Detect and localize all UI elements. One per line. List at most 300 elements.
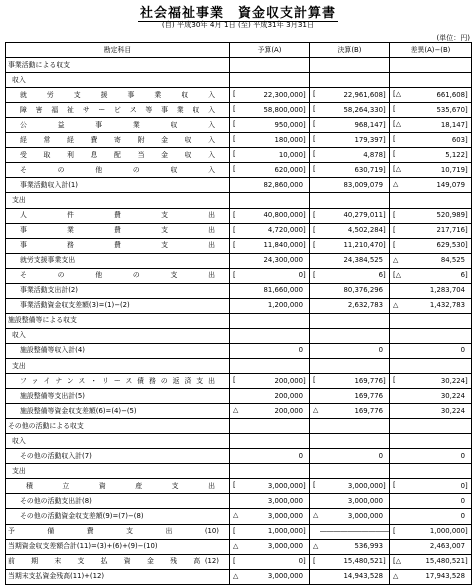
value-prefix: [ — [233, 376, 236, 385]
value-prefix: [ — [313, 105, 316, 114]
table-row — [6, 223, 472, 238]
table-row — [6, 73, 472, 88]
value: 520,989 — [436, 211, 465, 220]
row-diff — [390, 118, 472, 133]
row-subject: 障害福祉サービス等事業収入 — [6, 103, 230, 118]
value: 15,480,521 — [425, 557, 465, 566]
row-actual — [310, 73, 390, 88]
row-diff — [390, 539, 472, 554]
row-actual — [310, 253, 390, 268]
value: 169,776 — [354, 391, 383, 400]
row-diff — [390, 343, 472, 358]
row-actual — [310, 298, 390, 313]
value: 3,000,000 — [347, 481, 383, 490]
value-prefix: △ — [393, 255, 399, 264]
row-subject: 予 備 費 支 出 (10) — [6, 524, 230, 539]
row-subject: 当期末支払資金残高(11)+(12) — [6, 569, 230, 584]
row-budget — [230, 223, 310, 238]
value-suffix: ] — [465, 135, 468, 144]
value: 83,009,079 — [343, 180, 383, 189]
value: 200,000 — [274, 391, 303, 400]
table-row — [6, 148, 472, 163]
row-subject: 事業活動収入計(1) — [6, 178, 230, 193]
row-subject: 公 益 事 業 収 入 — [6, 118, 230, 133]
value: 4,878 — [363, 150, 383, 159]
value-suffix: ] — [303, 376, 306, 385]
header-budget: 予算(A) — [230, 43, 310, 58]
table-row — [6, 163, 472, 178]
row-subject: 支出 — [6, 358, 230, 373]
value-prefix: [ — [393, 210, 396, 219]
row-actual — [310, 313, 390, 328]
value: 0 — [460, 481, 465, 490]
row-budget — [230, 434, 310, 449]
value-prefix: [ — [313, 120, 316, 129]
value-prefix: [ — [393, 481, 396, 490]
row-budget — [230, 253, 310, 268]
row-subject: その他の活動による収支 — [6, 419, 230, 434]
row-actual — [310, 103, 390, 118]
value-suffix: ] — [383, 557, 386, 566]
row-diff — [390, 58, 472, 73]
value: 0 — [298, 557, 303, 566]
row-subject: その他の活動収入計(7) — [6, 449, 230, 464]
value: 11,840,000 — [263, 241, 303, 250]
row-actual — [310, 238, 390, 253]
table-row — [6, 103, 472, 118]
row-diff — [390, 163, 472, 178]
row-budget — [230, 178, 310, 193]
value-prefix: △ — [233, 571, 239, 580]
value: 968,147 — [354, 120, 383, 129]
row-budget — [230, 58, 310, 73]
value-suffix: ] — [465, 241, 468, 250]
value-suffix: ] — [303, 90, 306, 99]
row-budget — [230, 133, 310, 148]
row-subject: 当期資金収支差額合計(11)=(3)+(6)+(9)−(10) — [6, 539, 230, 554]
row-budget — [230, 268, 310, 283]
value: 180,000 — [274, 135, 303, 144]
row-actual — [310, 434, 390, 449]
value-prefix: [△ — [393, 90, 401, 99]
row-diff — [390, 103, 472, 118]
table-row — [6, 449, 472, 464]
row-actual — [310, 223, 390, 238]
table-row — [6, 509, 472, 524]
value: 6 — [378, 271, 383, 280]
value: 40,279,011 — [343, 211, 383, 220]
value-prefix: [ — [393, 376, 396, 385]
value: 11,210,470 — [343, 241, 383, 250]
value-prefix: [ — [233, 240, 236, 249]
value-suffix: ] — [383, 120, 386, 129]
row-actual — [310, 193, 390, 208]
value-prefix: △ — [393, 180, 399, 189]
value: 10,719 — [440, 165, 465, 174]
row-diff — [390, 509, 472, 524]
value-suffix: ] — [303, 226, 306, 235]
value: 535,670 — [436, 105, 465, 114]
table-row — [6, 283, 472, 298]
value-suffix: ] — [303, 241, 306, 250]
row-subject: 積 立 資 産 支 出 — [6, 479, 230, 494]
row-subject: 施設整備等資金収支差額(6)=(4)−(5) — [6, 404, 230, 419]
value: 0 — [298, 271, 303, 280]
row-actual — [310, 358, 390, 373]
table-row — [6, 539, 472, 554]
value: 5,122 — [445, 150, 465, 159]
table-row — [6, 404, 472, 419]
value-prefix: △ — [313, 511, 319, 520]
value: 179,397 — [354, 135, 383, 144]
value-suffix: ] — [303, 271, 306, 280]
value-prefix: [ — [313, 90, 316, 99]
value-prefix: [ — [313, 240, 316, 249]
row-diff — [390, 419, 472, 434]
row-actual — [310, 283, 390, 298]
value: 3,000,000 — [267, 572, 303, 581]
row-actual — [310, 208, 390, 223]
row-budget — [230, 163, 310, 178]
header-actual: 決算(B) — [310, 43, 390, 58]
row-budget — [230, 509, 310, 524]
value: 3,000,000 — [267, 511, 303, 520]
value: 84,525 — [440, 256, 465, 265]
value: 200,000 — [274, 376, 303, 385]
row-subject: その他の活動支出計(8) — [6, 494, 230, 509]
row-diff — [390, 178, 472, 193]
value: 3,000,000 — [347, 496, 383, 505]
row-actual — [310, 343, 390, 358]
row-subject: 人 件 費 支 出 — [6, 208, 230, 223]
value: 169,776 — [354, 406, 383, 415]
value-prefix: △ — [233, 511, 239, 520]
value-suffix: ] — [465, 211, 468, 220]
row-budget — [230, 494, 310, 509]
value-suffix: ] — [303, 105, 306, 114]
row-budget — [230, 539, 310, 554]
unit-label: (単位：円) — [436, 34, 470, 42]
row-actual — [310, 374, 390, 389]
value: 2,632,783 — [347, 301, 383, 310]
value: 10,000 — [278, 150, 303, 159]
table-row — [6, 208, 472, 223]
row-actual — [310, 524, 390, 539]
row-subject: 経常経費寄附金収入 — [6, 133, 230, 148]
row-actual — [310, 494, 390, 509]
value-prefix: [ — [313, 270, 316, 279]
value-prefix: [ — [233, 120, 236, 129]
value-prefix: △ — [313, 406, 319, 415]
row-diff — [390, 268, 472, 283]
row-diff — [390, 253, 472, 268]
row-actual — [310, 58, 390, 73]
row-budget — [230, 419, 310, 434]
row-subject: 収入 — [6, 328, 230, 343]
value: 217,716 — [436, 226, 465, 235]
report-period: (自) 平成30年 4月 1日 (至) 平成31年 3月31日 — [161, 20, 315, 29]
value: 4,720,000 — [267, 226, 303, 235]
value-suffix: ] — [383, 211, 386, 220]
table-row — [6, 524, 472, 539]
row-subject: 事 業 費 支 出 — [6, 223, 230, 238]
row-budget — [230, 103, 310, 118]
row-diff — [390, 524, 472, 539]
row-subject: 施設整備等支出計(5) — [6, 389, 230, 404]
table-row — [6, 328, 472, 343]
row-diff — [390, 569, 472, 584]
row-subject: 収入 — [6, 434, 230, 449]
value-prefix: [ — [233, 270, 236, 279]
row-diff — [390, 464, 472, 479]
row-actual — [310, 419, 390, 434]
value: 1,000,000 — [267, 527, 303, 536]
table-row — [6, 58, 472, 73]
value-prefix: [ — [233, 105, 236, 114]
value-suffix: ] — [383, 135, 386, 144]
row-budget — [230, 343, 310, 358]
row-budget — [230, 193, 310, 208]
table-row — [6, 479, 472, 494]
row-subject: 前 期 末 支 払 資 金 残 高(12) — [6, 554, 230, 569]
value-prefix: [ — [393, 225, 396, 234]
value-prefix: △ — [393, 571, 399, 580]
value: 620,000 — [274, 165, 303, 174]
row-subject: そ の 他 の 支 出 — [6, 268, 230, 283]
row-subject: 収入 — [6, 73, 230, 88]
value: 1,000,000 — [429, 527, 465, 536]
value: 30,224 — [440, 376, 465, 385]
value-prefix: [ — [313, 135, 316, 144]
row-subject: 就 労 支 援 事 業 収 入 — [6, 88, 230, 103]
value-suffix: ] — [465, 376, 468, 385]
value: 30,224 — [440, 406, 465, 415]
row-subject: 就労支援事業支出 — [6, 253, 230, 268]
value: 1,283,704 — [429, 286, 465, 295]
row-actual — [310, 178, 390, 193]
row-actual — [310, 449, 390, 464]
row-subject: 施設整備等による収支 — [6, 313, 230, 328]
value-prefix: △ — [313, 541, 319, 550]
row-budget — [230, 449, 310, 464]
row-budget — [230, 328, 310, 343]
table-row — [6, 419, 472, 434]
value: 3,000,000 — [267, 542, 303, 551]
row-budget — [230, 358, 310, 373]
value-suffix: ] — [303, 165, 306, 174]
row-subject: 事業活動支出計(2) — [6, 283, 230, 298]
value-suffix: ] — [465, 557, 468, 566]
row-budget — [230, 88, 310, 103]
value: 149,079 — [436, 180, 465, 189]
row-diff — [390, 358, 472, 373]
table-row — [6, 389, 472, 404]
row-diff — [390, 374, 472, 389]
value: 15,480,521 — [343, 557, 383, 566]
row-diff — [390, 133, 472, 148]
row-subject: 支出 — [6, 193, 230, 208]
value-prefix: [ — [313, 150, 316, 159]
value-suffix: ] — [383, 241, 386, 250]
row-diff — [390, 298, 472, 313]
value-suffix: ] — [465, 527, 468, 536]
row-budget — [230, 283, 310, 298]
table-row — [6, 343, 472, 358]
row-diff — [390, 88, 472, 103]
value-prefix: △ — [233, 541, 239, 550]
value: 603 — [451, 135, 465, 144]
value-suffix: ] — [465, 150, 468, 159]
row-diff — [390, 238, 472, 253]
table-row — [6, 178, 472, 193]
row-budget — [230, 208, 310, 223]
row-diff — [390, 313, 472, 328]
value-prefix: [ — [393, 240, 396, 249]
row-subject: そ の 他 の 収 入 — [6, 163, 230, 178]
row-budget — [230, 389, 310, 404]
row-diff — [390, 389, 472, 404]
table-row — [6, 569, 472, 584]
table-row — [6, 253, 472, 268]
value: 22,961,608 — [343, 90, 383, 99]
value-suffix: ] — [303, 557, 306, 566]
row-budget — [230, 479, 310, 494]
value: 0 — [460, 511, 465, 520]
row-diff — [390, 434, 472, 449]
value-prefix: [ — [233, 165, 236, 174]
row-diff — [390, 148, 472, 163]
row-actual — [310, 88, 390, 103]
row-diff — [390, 73, 472, 88]
document-title: 社会福祉事業 資金収支計算書 — [139, 6, 336, 21]
value-suffix: ] — [465, 226, 468, 235]
row-budget — [230, 374, 310, 389]
row-budget — [230, 404, 310, 419]
value-suffix: ] — [303, 527, 306, 536]
value-prefix: [ — [313, 481, 316, 490]
value-prefix: [ — [233, 150, 236, 159]
value-suffix: ] — [465, 120, 468, 129]
value: 82,860,000 — [263, 180, 303, 189]
table-row — [6, 494, 472, 509]
value: 629,530 — [436, 241, 465, 250]
value: 3,000,000 — [267, 481, 303, 490]
value-suffix: ] — [303, 150, 306, 159]
row-actual — [310, 389, 390, 404]
row-budget — [230, 148, 310, 163]
row-diff — [390, 494, 472, 509]
row-subject: 受取利息配当金収入 — [6, 148, 230, 163]
table-row — [6, 238, 472, 253]
row-budget — [230, 73, 310, 88]
value: 30,224 — [440, 391, 465, 400]
value-suffix: ] — [465, 105, 468, 114]
row-actual — [310, 479, 390, 494]
value: ―――――――――― — [320, 527, 389, 536]
value: 58,264,330 — [343, 105, 383, 114]
row-budget — [230, 569, 310, 584]
value-prefix: [ — [393, 526, 396, 535]
value-prefix: [ — [313, 225, 316, 234]
value-suffix: ] — [465, 90, 468, 99]
row-subject: 事業活動資金収支差額(3)=(1)−(2) — [6, 298, 230, 313]
value: 24,300,000 — [263, 256, 303, 265]
table-row — [6, 374, 472, 389]
value-prefix: △ — [233, 406, 239, 415]
value: 950,000 — [274, 120, 303, 129]
value: 2,463,007 — [429, 542, 465, 551]
header-row — [6, 43, 472, 58]
value: 3,000,000 — [267, 496, 303, 505]
value-suffix: ] — [383, 226, 386, 235]
row-budget — [230, 524, 310, 539]
cash-flow-table — [5, 42, 472, 585]
value-prefix: [ — [393, 135, 396, 144]
row-actual — [310, 569, 390, 584]
row-diff — [390, 404, 472, 419]
value-prefix: [△ — [393, 120, 401, 129]
table-row — [6, 118, 472, 133]
value: 80,376,296 — [343, 286, 383, 295]
value: 14,943,528 — [343, 572, 383, 581]
value: 0 — [460, 451, 465, 460]
value: 200,000 — [274, 406, 303, 415]
row-actual — [310, 268, 390, 283]
row-subject: 事業活動による収支 — [6, 58, 230, 73]
row-diff — [390, 328, 472, 343]
value: 17,943,528 — [425, 572, 465, 581]
header-subject: 勘定科目 — [6, 43, 230, 58]
value: 4,502,284 — [347, 226, 383, 235]
row-actual — [310, 509, 390, 524]
header-diff: 差異(A)−(B) — [390, 43, 472, 58]
value-suffix: ] — [303, 481, 306, 490]
table-row — [6, 313, 472, 328]
value-prefix: [ — [233, 526, 236, 535]
value: 0 — [378, 346, 383, 355]
value-prefix: [ — [233, 210, 236, 219]
value: 22,300,000 — [263, 90, 303, 99]
row-diff — [390, 223, 472, 238]
value: 0 — [298, 451, 303, 460]
row-subject: 支出 — [6, 464, 230, 479]
row-actual — [310, 163, 390, 178]
table-row — [6, 298, 472, 313]
table-row — [6, 88, 472, 103]
value-prefix: [△ — [393, 165, 401, 174]
row-budget — [230, 313, 310, 328]
value-prefix: [ — [313, 165, 316, 174]
row-budget — [230, 464, 310, 479]
value-prefix: [△ — [393, 556, 401, 565]
row-actual — [310, 404, 390, 419]
value-suffix: ] — [383, 376, 386, 385]
value: 1,200,000 — [267, 301, 303, 310]
value-suffix: ] — [383, 481, 386, 490]
value-prefix: [ — [313, 556, 316, 565]
value: 0 — [460, 346, 465, 355]
value-suffix: ] — [303, 211, 306, 220]
row-diff — [390, 449, 472, 464]
value: 0 — [378, 451, 383, 460]
table-row — [6, 133, 472, 148]
value-suffix: ] — [383, 150, 386, 159]
value-prefix: [ — [393, 150, 396, 159]
value-prefix: [ — [313, 210, 316, 219]
value: 40,800,000 — [263, 211, 303, 220]
row-budget — [230, 118, 310, 133]
row-subject: その他の活動資金収支差額(9)=(7)−(8) — [6, 509, 230, 524]
